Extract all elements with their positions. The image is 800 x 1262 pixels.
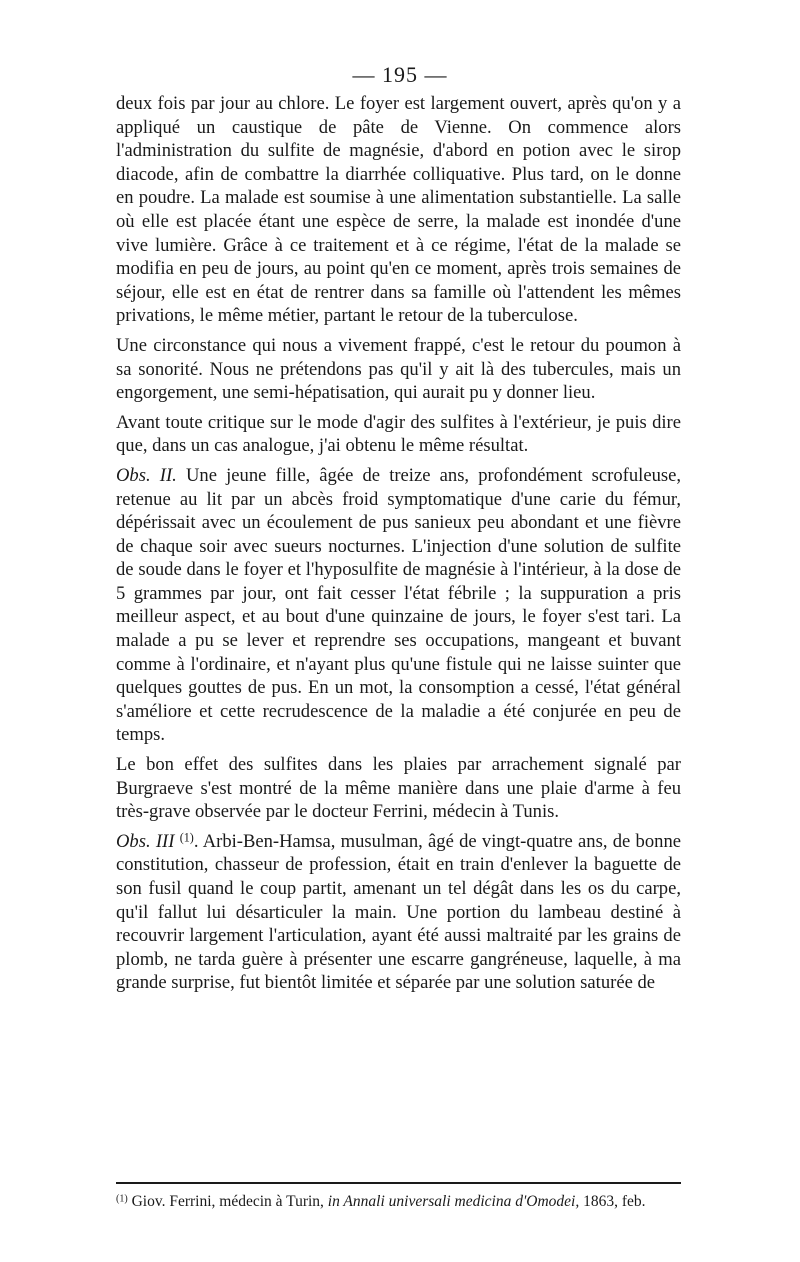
- observation-label: Obs. II.: [116, 464, 177, 486]
- footnote-divider: [116, 1182, 681, 1184]
- body-text: [116, 92, 681, 995]
- paragraph: Une circonstance qui nous a vivement frappé, c'est le retour du poumon à sa sonorité. Nous ne prétendons pas qu'il y ait là des tubercules, mais un engorgement, une semi-hépatisation, qui aurait pu y donner lieu.: [116, 334, 681, 404]
- footnote-date: 1863, feb.: [579, 1193, 646, 1210]
- observation-paragraph: [116, 830, 681, 995]
- footnote-source: in Annali universali medicina d'Omodei,: [327, 1193, 580, 1210]
- observation-paragraph: [116, 464, 681, 747]
- page-number: — 195 —: [352, 62, 448, 87]
- footnote: [116, 1192, 681, 1212]
- observation-text: . Arbi-Ben-Hamsa, musulman, âgé de vingt-quatre ans, de bonne constitution, chasseur de profession, était en train d'enlever la baguette de son fusil quand le coup partit, amenant un tel dégât dans les os du carpe, qu'il fallut lui désarticuler la main. Une portion du lambeau destiné à recouvrir largement l'articulation, ayant été aussi maltraité par les grains de plomb, ne tarda guère à présenter une escarre gangréneuse, laquelle, à ma grande surprise, fut bientôt limitée et séparée par une solution saturée de: [116, 830, 681, 994]
- footnote-marker: (1): [116, 1193, 128, 1205]
- paragraph: deux fois par jour au chlore. Le foyer est largement ouvert, après qu'on y a appliqué un caustique de pâte de Vienne. On commence alors l'administration du sulfite de magnésie, d'abord en potion avec le sirop diacode, afin de combattre la diarrhée colliquative. Plus tard, on le donne en poudre. La malade est soumise à une alimentation substantielle. La salle où elle est placée étant une espèce de serre, la malade est inondée d'une vive lumière. Grâce à ce traitement et à ce régime, l'état de la malade se modifia en peu de jours, au point qu'en ce moment, après trois semaines de séjour, elle est en état de rentrer dans sa famille où l'attendent les mêmes privations, le même métier, partant le retour de la tuberculose.: [116, 93, 681, 327]
- footnote-reference: (1): [179, 830, 194, 845]
- observation-label: Obs. III: [116, 830, 175, 852]
- observation-text: Une jeune fille, âgée de treize ans, profondément scrofuleuse, retenue au lit par un abcès froid symptomatique d'une carie du fémur, dépérissait avec un écoulement de pus sanieux peu abondant et une fièvre de chaque soir avec sueurs nocturnes. L'injection d'une solution de sulfite de soude dans le foyer et l'hyposulfite de magnésie à l'intérieur, à la dose de 5 grammes par jour, ont fait cesser l'état fébrile ; la suppuration a pris meilleur aspect, et au bout d'une quinzaine de jours, le foyer s'est tari. La malade a pu se lever et reprendre ses occupations, mangeant et buvant comme à l'ordinaire, et n'ayant plus qu'une fistule qui ne laisse suinter que quelques gouttes de pus. En un mot, la consomption a cessé, l'état général s'améliore et cette recrudescence de la maladie a été conjurée en peu de temps.: [116, 464, 682, 746]
- paragraph: Le bon effet des sulfites dans les plaies par arrachement signalé par Burgraeve s'est montré de la même manière dans une plaie d'arme à feu très-grave observée par le docteur Ferrini, médecin à Tunis.: [116, 754, 681, 823]
- paragraph: Avant toute critique sur le mode d'agir des sulfites à l'extérieur, je puis dire que, dans un cas analogue, j'ai obtenu le même résultat.: [116, 411, 681, 457]
- footnote-text: Giov. Ferrini, médecin à Turin,: [127, 1193, 328, 1210]
